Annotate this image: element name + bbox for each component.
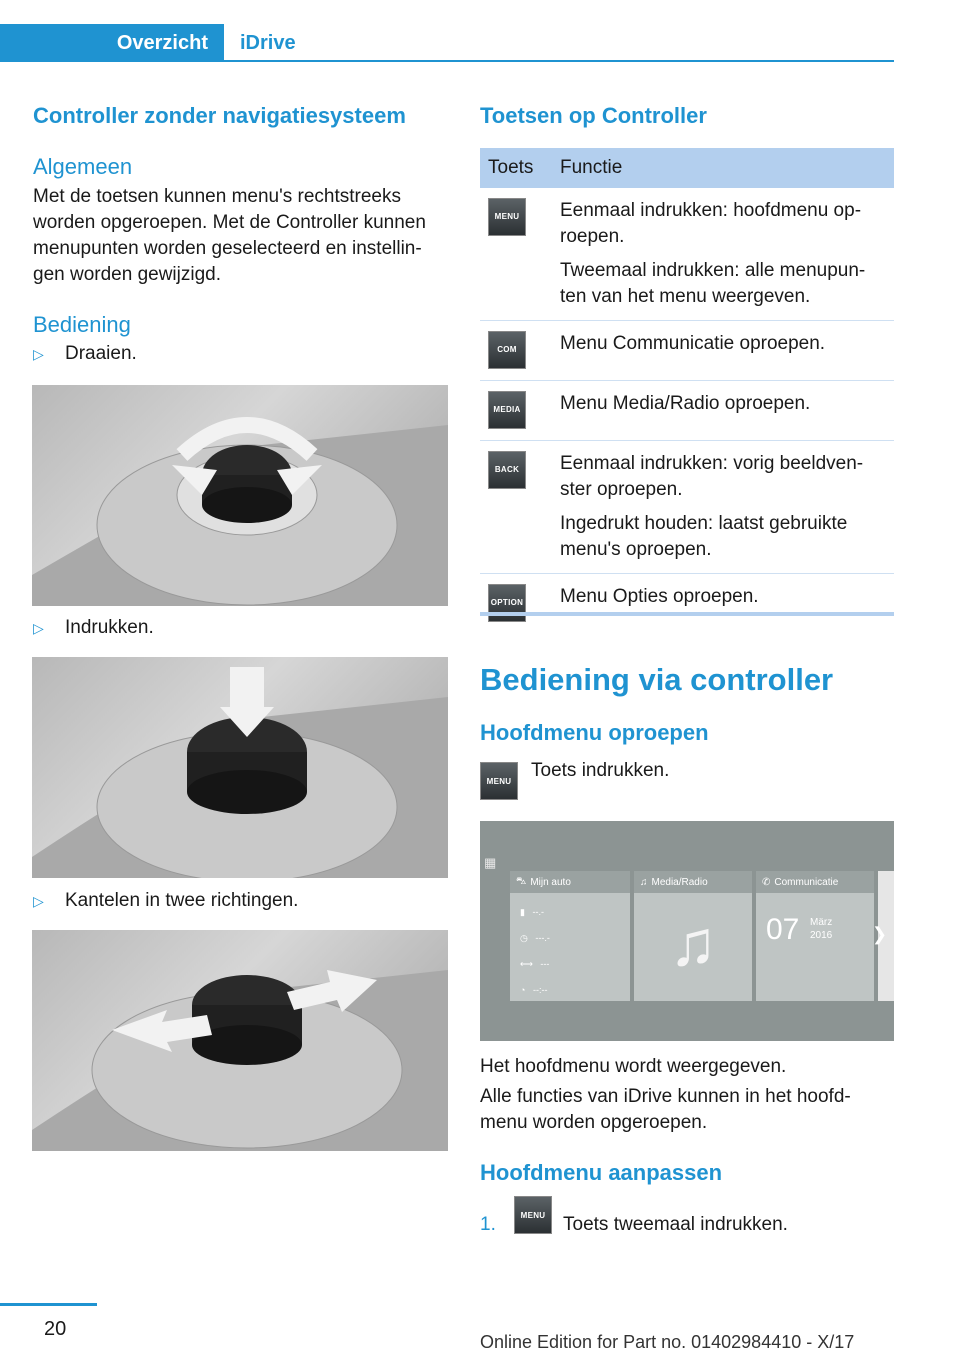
- press-key-text: Toets indrukken.: [531, 760, 670, 781]
- function-text: Ingedrukt houden: laatst gebruikte menu's oproepen.: [560, 513, 848, 560]
- step-rotate: [33, 343, 137, 365]
- step-number: 1.: [480, 1214, 496, 1235]
- back-key-icon: BACK: [488, 451, 526, 489]
- step-label: Kantelen in twee richtingen.: [65, 890, 299, 911]
- music-note-icon: ♫: [640, 876, 648, 888]
- card-title: Communicatie: [774, 876, 839, 888]
- card-title: Media/Radio: [651, 876, 708, 888]
- heading-general: Algemeen: [33, 154, 133, 179]
- date-month: März: [810, 917, 833, 928]
- step-text: Toets tweemaal indrukken.: [563, 1214, 788, 1235]
- distance-icon: ⟷: [520, 959, 533, 969]
- date-year: 2016: [810, 930, 833, 941]
- menu-key-icon: MENU: [514, 1196, 552, 1234]
- keys-table: [480, 148, 894, 634]
- table-row: [480, 321, 894, 381]
- footer-rule: [0, 1303, 97, 1306]
- all-functions-text: Alle functies van iDrive kunnen in het hoofd-menu worden opgeroepen.: [480, 1086, 851, 1133]
- keys-title: Toetsen op Controller: [480, 103, 707, 128]
- section-title-controller: Controller zonder navigatiesysteem: [33, 103, 406, 128]
- music-note-icon: ♫: [669, 907, 717, 979]
- function-text: Menu Communicatie oproepen.: [560, 333, 826, 354]
- car-item: ▮ --.-: [520, 907, 544, 917]
- tab-idrive[interactable]: iDrive: [240, 31, 296, 54]
- clock-icon: ◷: [520, 933, 528, 943]
- main-menu-shown-text: Het hoofdmenu wordt weergegeven.: [480, 1056, 787, 1077]
- card-communication: [756, 871, 874, 1001]
- menu-key-icon: MENU: [480, 762, 518, 800]
- function-text: Menu Opties oproepen.: [560, 586, 759, 607]
- triangle-bullet-icon: ▷: [33, 893, 44, 909]
- controller-tilt-image: [32, 930, 448, 1151]
- media-key-icon: MEDIA: [488, 391, 526, 429]
- table-bottom-rule: [480, 612, 894, 616]
- controller-press-image: [32, 657, 448, 878]
- car-item: ⟷ ---: [520, 959, 550, 969]
- page-number: 20: [44, 1318, 67, 1340]
- section-title-operation: Bediening via controller: [480, 662, 834, 697]
- idrive-main-menu-screen: [480, 821, 894, 1041]
- car-icon: ⛍: [516, 875, 527, 887]
- general-text: Met de toetsen kunnen menu's rechtstreeks worden opgeroepen. Met de Controller kunnen menupunten worden geselecteerd en instellin-gen worden gewijzigd.: [33, 186, 426, 285]
- menu-grid-icon: ▦: [484, 855, 497, 870]
- table-row: [480, 574, 894, 634]
- step-label: Indrukken.: [65, 617, 154, 638]
- date-day: 07: [766, 913, 800, 946]
- com-key-icon: COM: [488, 331, 526, 369]
- controller-rotate-image: [32, 385, 448, 606]
- card-title: Mijn auto: [530, 876, 571, 888]
- heading-main-menu: Hoofdmenu oproepen: [480, 720, 709, 745]
- header-rule: [0, 60, 894, 62]
- table-row: [480, 381, 894, 441]
- phone-icon: ✆: [762, 876, 771, 888]
- function-text: Eenmaal indrukken: vorig beeldven-ster oproepen.: [560, 453, 864, 500]
- triangle-bullet-icon: ▷: [33, 620, 44, 636]
- footer-edition-note: Online Edition for Part no. 01402984410 - X/17: [480, 1332, 855, 1352]
- function-text: Menu Media/Radio oproepen.: [560, 393, 811, 414]
- table-row: [480, 188, 894, 321]
- menu-key-icon: MENU: [488, 198, 526, 236]
- function-text: Eenmaal indrukken: hoofdmenu op-roepen.: [560, 200, 862, 247]
- car-item: ◔ --:--: [520, 985, 548, 995]
- car-item: ◷ ---.-: [520, 933, 550, 943]
- table-row: [480, 441, 894, 574]
- heading-customize-menu: Hoofdmenu aanpassen: [480, 1160, 723, 1185]
- card-media-radio: [634, 871, 752, 1001]
- card-my-car: [510, 871, 630, 1001]
- chevron-right-icon[interactable]: ❯: [872, 924, 888, 944]
- step-press: [33, 617, 154, 639]
- step-label: Draaien.: [65, 343, 137, 364]
- column-header-key: Toets: [480, 148, 552, 188]
- triangle-bullet-icon: ▷: [33, 346, 44, 362]
- heading-operation: Bediening: [33, 312, 131, 337]
- fuel-icon: ▮: [520, 907, 525, 917]
- function-text: Tweemaal indrukken: alle menupun-ten van het menu weergeven.: [560, 260, 866, 307]
- tab-overzicht[interactable]: Overzicht: [0, 24, 224, 62]
- table-header-row: [480, 148, 894, 188]
- option-key-icon: OPTION: [488, 584, 526, 622]
- step-tilt: [33, 890, 298, 912]
- timer-icon: ◔: [520, 985, 526, 995]
- column-header-function: Functie: [552, 148, 894, 188]
